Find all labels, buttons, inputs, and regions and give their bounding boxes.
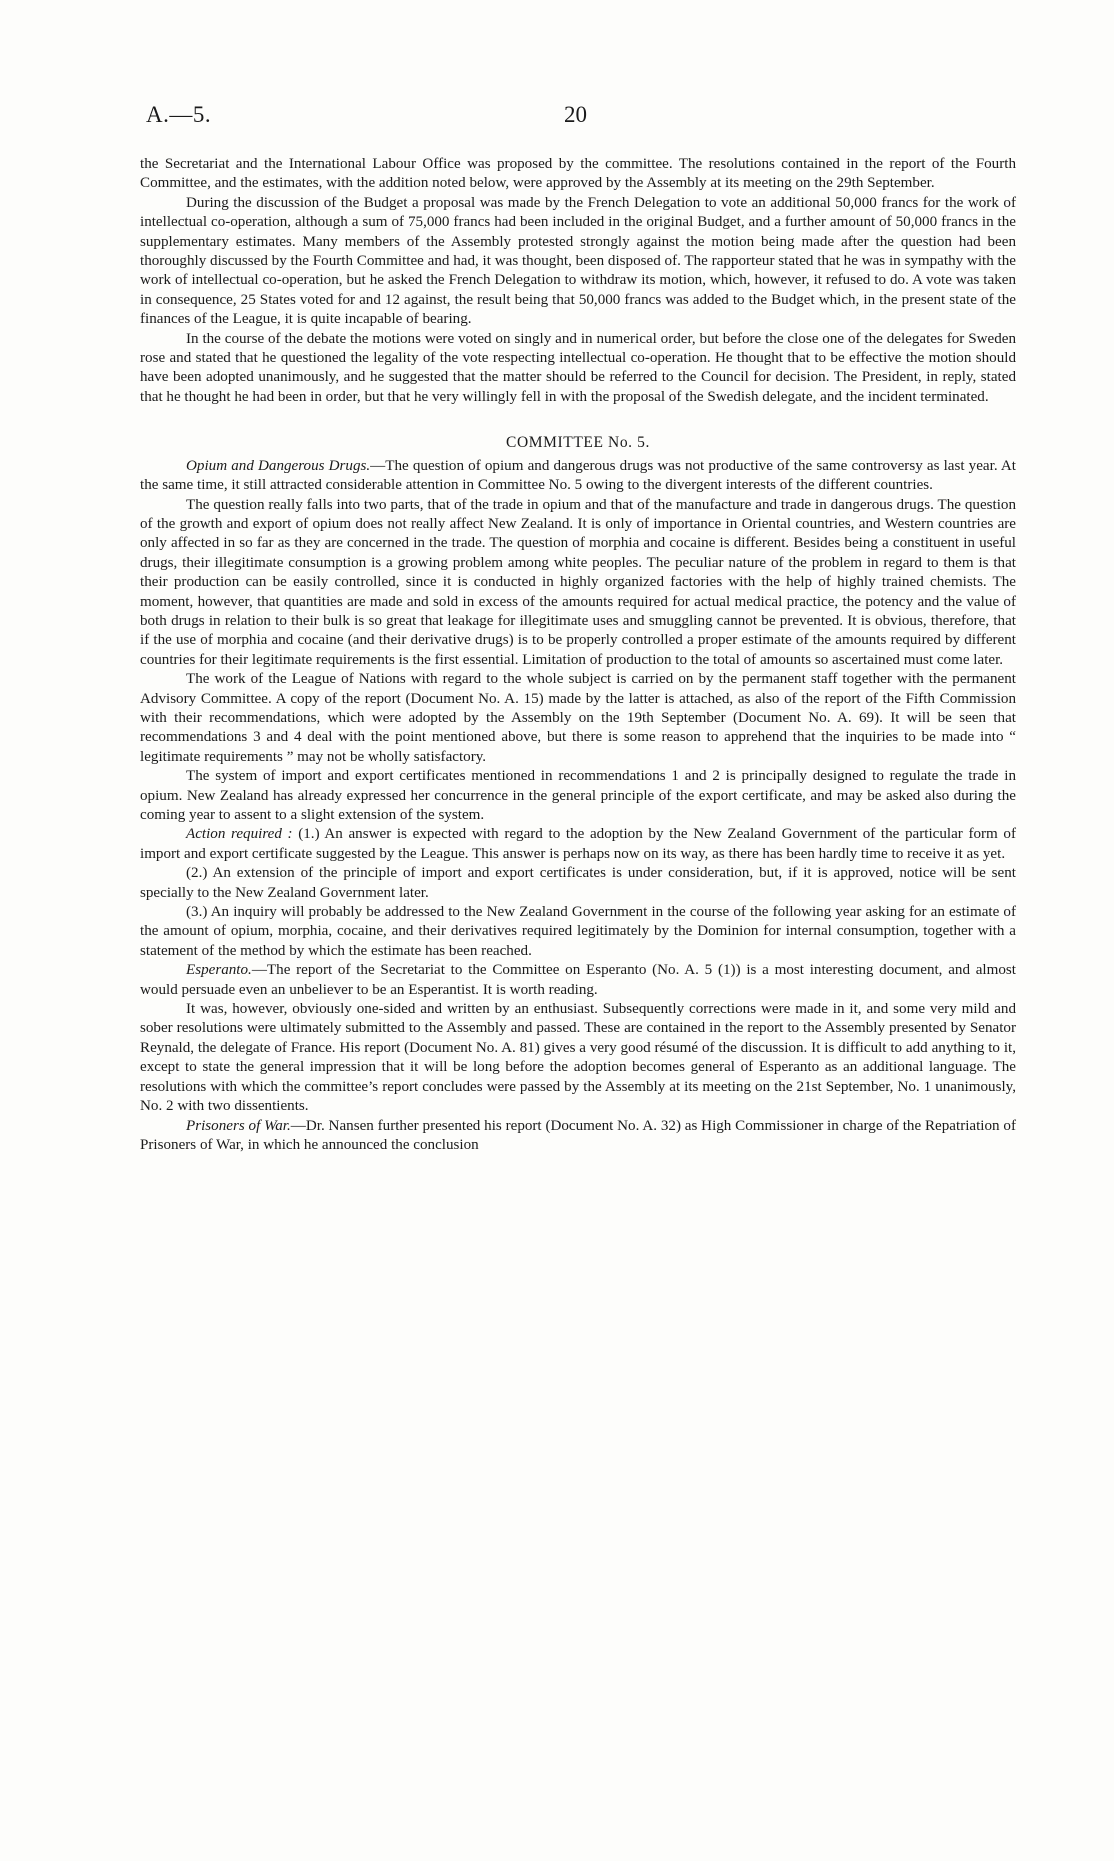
paragraph: It was, however, obviously one-sided and written by an enthusiast. Subsequently corrections were made in it, and some very mild and sober resolutions were ultimately submitted to the Assembly and passed. These are contained in the report to the Assembly presented by Senator Reynald, the delegate of France. His report (Document No. A. 81) gives a very good résumé of the discussion. It is difficult to add anything to it, except to state the general impression that it will be long before the adoption becomes general of Esperanto as an additional language. The resolutions with which the committee’s report concludes were passed by the Assembly at its meeting on the 21st September, No. 1 unanimously, No. 2 with two dissentients.: [140, 1001, 1016, 1115]
paragraph: (2.) An extension of the principle of import and export certificates is under consideration, but, if it is approved, notice will be sent specially to the New Zealand Government later.: [140, 865, 1016, 901]
paragraph-lead: Esperanto.: [186, 962, 252, 979]
paragraph: the Secretariat and the International Labour Office was proposed by the committee. The resolutions contained in the report of the Fourth Committee, and the estimates, with the addition noted below, were approved by the Assembly at its meeting on the 29th September.: [140, 156, 1016, 192]
paragraph: [140, 1117, 1016, 1156]
paragraph-text: —The report of the Secretariat to the Committee on Esperanto (No. A. 5 (1)) is a most interesting document, and almost would persuade even an unbeliever to be an Esperantist. It is worth reading.: [140, 962, 1016, 998]
section-reference: A.—5.: [146, 102, 212, 127]
page-number: 20: [564, 102, 587, 127]
paragraph-text: (1.) An answer is expected with regard to the adoption by the New Zealand Government of the particular form of import and export certificate suggested by the League. This answer is perhaps now on its way, as there has been hardly time to receive it as yet.: [140, 826, 1016, 862]
paragraph: During the discussion of the Budget a proposal was made by the French Delegation to vote an additional 50,000 francs for the work of intellectual co-operation, although a sum of 75,000 francs had been included in the original Budget, and a further amount of 50,000 francs in the supplementary estimates. Many members of the Assembly protested strongly against the motion being made after the question had been thoroughly discussed by the Fourth Committee and had, it was thought, been disposed of. The rapporteur stated that he was in sympathy with the work of intellectual co-operation, but he asked the French Delegation to withdraw its motion, which, however, it refused to do. A vote was taken in consequence, 25 States voted for and 12 against, the result being that 50,000 francs was added to the Budget which, in the present state of the finances of the League, it is quite incapable of bearing.: [140, 194, 1016, 328]
document-body: [140, 155, 1016, 1155]
paragraph: [140, 961, 1016, 1000]
paragraph: The work of the League of Nations with regard to the whole subject is carried on by the permanent staff together with the permanent Advisory Committee. A copy of the report (Document No. A. 15) made by the latter is attached, as also of the report of the Fifth Commission with their recommendations, which were adopted by the Assembly on the 19th September (Document No. A. 69). It will be seen that recommendations 3 and 4 deal with the point mentioned above, but there is some reason to apprehend that the inquiries to be made into “ legitimate requirements ” may not be wholly satisfactory.: [140, 671, 1016, 765]
paragraph: [140, 457, 1016, 496]
paragraph-lead: Opium and Dangerous Drugs.: [186, 457, 371, 474]
paragraph: [140, 825, 1016, 864]
paragraph-lead: Prisoners of War.: [186, 1117, 291, 1134]
section-heading: COMMITTEE No. 5.: [506, 434, 650, 452]
paragraph: The system of import and export certificates mentioned in recommendations 1 and 2 is principally designed to regulate the trade in opium. New Zealand has already expressed her concurrence in the general principle of the export certificate, and may be asked also during the coming year to assent to a slight extension of the system.: [140, 768, 1016, 823]
paragraph: In the course of the debate the motions were voted on singly and in numerical order, but before the close one of the delegates for Sweden rose and stated that he questioned the legality of the vote respecting intellectual co-operation. He thought that to be effective the motion should have been adopted unanimously, and he suggested that the matter should be referred to the Council for decision. The President, in reply, stated that he thought he had been in order, but that he very willingly fell in with the proposal of the Swedish delegate, and the incident terminated.: [140, 330, 1016, 405]
paragraph: (3.) An inquiry will probably be addressed to the New Zealand Government in the course of the following year asking for an estimate of the amount of opium, morphia, cocaine, and their derivatives required legitimately by the Dominion for internal consumption, together with a statement of the method by which the estimate has been reached.: [140, 904, 1016, 959]
paragraph-text: —Dr. Nansen further presented his report (Document No. A. 32) as High Commissioner in charge of the Repatriation of Prisoners of War, in which he announced the conclusion: [140, 1117, 1016, 1153]
paragraph-lead: Action required :: [186, 826, 293, 843]
paragraph-text: —The question of opium and dangerous drugs was not productive of the same controversy as last year. At the same time, it still attracted considerable attention in Committee No. 5 owing to the divergent interests of the different countries.: [140, 457, 1016, 494]
paragraph: The question really falls into two parts, that of the trade in opium and that of the manufacture and trade in dangerous drugs. The question of the growth and export of opium does not really affect New Zealand. It is only of importance in Oriental countries, and Western countries are only affected in so far as they are concerned in the trade. The question of morphia and cocaine is different. Besides being a constituent in useful drugs, their illegitimate consumption is a growing problem among white peoples. The peculiar nature of the problem in regard to them is that their production can be easily controlled, since it is conducted in highly organized factories with the help of highly trained chemists. The moment, however, that quantities are made and sold in excess of the amounts required for actual medical practice, the potency and the value of both drugs in relation to their bulk is so great that leakage for illegitimate uses and smuggling cannot be prevented. It is obvious, therefore, that if the use of morphia and cocaine (and their derivative drugs) is to be properly controlled a proper estimate of the amounts required by different countries for their legitimate requirements is the first essential. Limitation of production to the total of amounts so ascertained must come later.: [140, 496, 1016, 668]
